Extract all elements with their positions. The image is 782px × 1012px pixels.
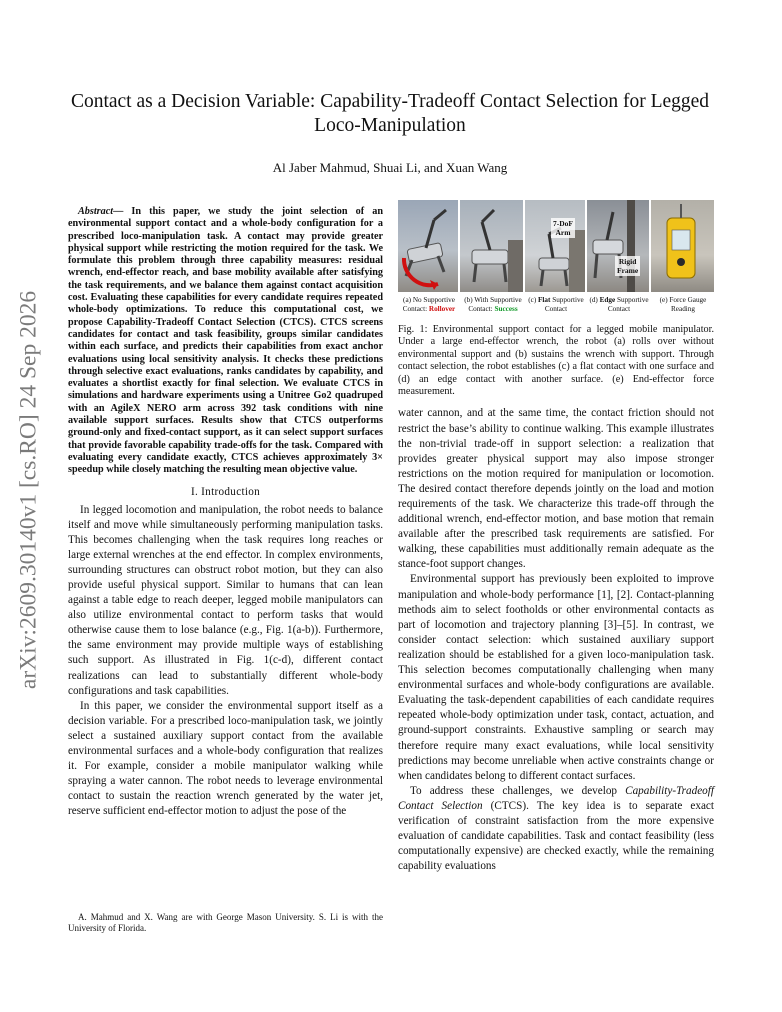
robot-rollover-illustration [398,200,458,292]
caption-b-prefix: Contact: [468,305,495,313]
force-gauge-illustration [651,200,714,292]
caption-d-post: Supportive [615,296,649,304]
flat-contact-illustration [525,200,585,292]
intro-paragraph: In legged locomotion and manipulation, the robot needs to balance itself and move while simultaneously performing manipulation tasks. This becomes challenging when the task requires long reaches or large external wrenches at the end effector. In complex environments, surrounding structures can obstruct robot motion, but they can also provide useful physical support. Similar to humans that can lean against a table edge to reach deeper, legged mobile manipulators can also utilize environmental contact to perform tasks that would otherwise cause them to lose balance (e.g., Fig. 1(a-b)). Furthermore, the same environment may provide multiple ways of establishing such support. As illustrated in Fig. 1(c-d), different contact realizations can lead to substantially different whole-body configurations and task capabilities. [68,503,383,697]
robot-supported-illustration [460,200,523,292]
caption-a-prefix: Contact: [402,305,429,313]
arm-label-text: 7-DoF [553,219,573,228]
body-paragraph: Environmental support has previously been exploited to improve manipulation and whole-body performance [1], [2]. Contact-planning methods aim to select footholds or other environmental contacts as part of locomotion and trajectory planning [3]–[5]. In contrast, we consider contact selection: which sustained auxiliary support realization should be established for a given loco-manipulation task. This selection becomes computationally challenging when many environmental surfaces and whole-body configurations are available. Evaluating the task-dependent capabilities of each candidate requires repeated whole-body optimization under task, contact, actuation, and ground-support constraints. Exhaustive sampling or search may therefore require many exact evaluations, while local sensitivity predictions may become unreliable when active constraints change or when candidates belong to different contact surfaces. [398,573,714,782]
abstract-label: Abstract [78,206,114,217]
caption-a-status: Rollover [428,305,456,313]
figure-1 [398,200,714,318]
footnote-affiliations: A. Mahmud and X. Wang are with George Mason University. S. Li is with the University of Florida. [68,912,383,933]
figure-caption-e [652,296,714,314]
figure-caption-d [586,296,652,314]
abstract-text: — In this paper, we study the joint selection of an environmental support contact and a whole-body configuration for a prescribed loco-manipulation task. A contact may provide greater physical support while restricting the motion required for the task. We formulate this problem through three capability measures: residual wrench, end-effector reach, and base mobility available after satisfying the task requirements, and we balance them against contact acquisition cost. Evaluating these capabilities for every candidate requires repeated whole-body optimizations. To reduce this computational cost, we propose Capability-Tradeoff Contact Selection (CTCS). CTCS screens candidates for contact and task feasibility, groups similar candidates within each surface, and predicts their capabilities from exact anchor evaluations using local sensitivity analysis. It checks these predictions through selective exact evaluations, ranks candidates by capability, and evaluates a shortlist exactly for final selection. We evaluate CTCS in simulations and hardware experiments using a Unitree Go2 quadruped with an AgileX NERO arm across 392 task conditions with nine available support surfaces. Results show that CTCS outperforms ground-only and fixed-contact support, as it can select support surfaces that provide favorable capability trade-offs for the task. Compared with evaluating every candidate exactly, CTCS achieves approximately 3× speedup while closely matching the resulting mean objective value. [68,206,383,476]
caption-e-line1: (e) Force Gauge [659,296,707,304]
caption-d-pre: (d) [589,296,600,304]
edge-contact-illustration [587,200,649,292]
body-last-pre: To address these challenges, we develop [410,784,626,797]
caption-a-line1: (a) No Supportive [403,296,455,304]
figure-caption-c [524,296,588,314]
caption-c-pre: (c) [528,296,539,304]
body-last-italic: Capability-Tradeoff Contact Selection [398,784,714,812]
caption-b-status: Success [494,305,518,313]
frame-label [615,256,640,276]
section-heading-introduction: I. Introduction [190,485,261,498]
figure-panel-b-image [460,200,523,292]
figure-caption-a [398,296,460,314]
frame-label-text: Rigid [618,257,637,266]
caption-c-line2: Contact [544,305,568,313]
caption-d-line2: Contact [607,305,631,313]
figure-panel-d-image [587,200,649,292]
figure-panel-a-image [398,200,458,292]
right-body [398,406,714,874]
arxiv-id: arXiv:2609.30140v1 [cs.RO] 24 Sep 2026 [15,290,42,690]
body-paragraph: water cannon, and at the same time, the contact friction should not restrict the base’s ability to continue walking. This example illustrates the non-trivial trade-off in support selection: a realization that provides greater physical support may also impose stronger restrictions on the motion required for manipulation or locomotion. The desired contact therefore depends jointly on the load and motion requirements of the task. We characterize this trade-off through the additional wrench, end-effector motion, and base motion that remain available after the prescribed task requirements are satisfied. For walking, these capabilities must additionally remain adequate as the stance-foot support changes. [398,407,714,571]
caption-e-line2: Reading [671,305,695,313]
right-column [398,200,714,874]
figure-panel-e-image [651,200,714,292]
figure-1-caption: Fig. 1: Environmental support contact for a legged mobile manipulator. Under a large end-effector wrench, the robot (a) rolls over without environmental support and (b) sustains the wrench with support. Through contact selection, the robot establishes (c) a flat contact with one surface and (d) an edge contact with another surface. (e) End-effector force measurement. [398,324,714,398]
caption-d-bold: Edge [599,296,616,304]
figure-panel-c-image [525,200,585,292]
arxiv-sidebar-stamp [14,280,44,700]
intro-paragraph: In this paper, we consider the environmental support itself as a decision variable. For a prescribed loco-manipulation task, we jointly select a sustained auxiliary support contact from the available environmental surfaces and a whole-body configuration that realizes it. For example, consider a mobile manipulator walking while spraying a water cannon. The robot needs to leverage environmental contact to sustain the reaction wrench generated by the water jet, reserve sufficient end-effector motion to adjust the pose of the [68,699,383,818]
left-column [68,206,383,820]
paper-title: Contact as a Decision Variable: Capability-Tradeoff Contact Selection for Legged Loco-Manipulation [70,91,710,136]
caption-c-bold: Flat [538,296,551,304]
paper-authors: Al Jaber Mahmud, Shuai Li, and Xuan Wang [272,160,508,175]
body-paragraph [398,784,714,875]
introduction-body [68,503,383,820]
arm-label [551,218,575,238]
body-last-post: (CTCS). The key idea is to separate exact verification of constraint satisfaction from the more expensive evaluation of candidate capabilities. Task and contact feasibility (less computationally expensive) are checked exactly, while the remaining capability evaluations [398,799,714,873]
figure-caption-b [460,296,526,314]
caption-b-line1: (b) With Supportive [464,296,522,304]
caption-c-post: Supportive [550,296,584,304]
frame-label-text-2: Frame [617,266,639,275]
abstract [68,206,383,477]
arm-label-text-2: Arm [555,228,571,237]
